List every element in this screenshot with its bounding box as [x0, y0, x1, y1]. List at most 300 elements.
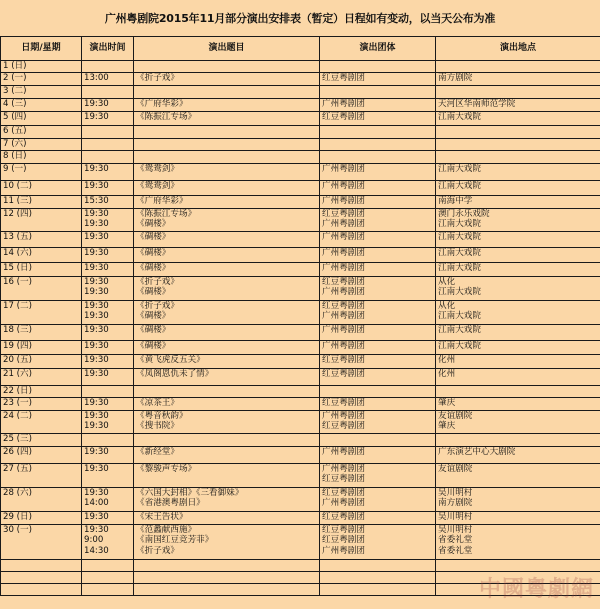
cell-date: 30 (一)	[1, 524, 82, 559]
cell-time-line: 19:30	[84, 340, 109, 351]
cell-time	[82, 583, 134, 595]
cell-troupe-line: 红豆粤剧团	[322, 397, 365, 408]
cell-troupe	[320, 98, 436, 111]
table-row	[1, 463, 600, 487]
cell-title-line: 《凤阁恩仇未了情》	[136, 368, 214, 379]
cell-time-line: 14:30	[84, 545, 109, 556]
cell-date: 11 (三)	[1, 195, 82, 208]
cell-troupe-line: 广州粤剧团	[322, 287, 365, 297]
cell-venue	[436, 111, 600, 125]
cell-title-line: 《碉楼》	[136, 262, 171, 273]
cell-time	[82, 446, 134, 463]
cell-troupe	[320, 231, 436, 247]
table-row	[1, 247, 600, 262]
cell-troupe-line: 广州粤剧团	[322, 231, 365, 242]
table-row	[1, 300, 600, 324]
cell-date: 23 (一)	[1, 397, 82, 410]
cell-troupe-line: 红豆粤剧团	[322, 208, 365, 219]
cell-title-line: 《陈振江专场》	[136, 208, 197, 219]
cell-venue-line: 肇庆	[438, 421, 456, 431]
cell-troupe	[320, 324, 436, 340]
cell-venue-line: 江南大戏院	[438, 111, 481, 122]
cell-troupe-line: 广州粤剧团	[322, 324, 365, 335]
cell-troupe	[320, 111, 436, 125]
cell-time-line: 19:30	[84, 324, 109, 335]
cell-venue-line: 南方剧院	[438, 72, 473, 83]
cell-date: 9 (一)	[1, 163, 82, 180]
cell-troupe	[320, 487, 436, 511]
cell-time	[82, 111, 134, 125]
cell-time	[82, 354, 134, 368]
cell-troupe-line: 红豆粤剧团	[322, 354, 365, 365]
cell-time	[82, 125, 134, 138]
cell-date: 25 (三)	[1, 433, 82, 446]
cell-venue	[436, 163, 600, 180]
cell-time-line: 19:30	[84, 410, 109, 421]
cell-venue-line: 友谊剧院	[438, 463, 473, 474]
cell-troupe-line: 广州粤剧团	[322, 340, 365, 351]
cell-time	[82, 231, 134, 247]
cell-time	[82, 433, 134, 446]
cell-title-line: 《折子戏》	[136, 545, 179, 556]
cell-troupe	[320, 61, 436, 73]
cell-date: 28 (六)	[1, 487, 82, 511]
cell-venue	[436, 85, 600, 98]
cell-date: 20 (五)	[1, 354, 82, 368]
cell-title-line: 《鸳鸯剑》	[136, 180, 179, 191]
cell-troupe-line: 广州粤剧团	[322, 163, 365, 174]
table-row	[1, 446, 600, 463]
cell-troupe	[320, 433, 436, 446]
cell-time	[82, 511, 134, 524]
cell-venue	[436, 300, 600, 324]
cell-troupe	[320, 524, 436, 559]
cell-title	[134, 276, 320, 300]
table-row	[1, 397, 600, 410]
cell-venue	[436, 511, 600, 524]
table-row	[1, 150, 600, 163]
table-row	[1, 180, 600, 195]
cell-venue	[436, 195, 600, 208]
cell-title	[134, 571, 320, 583]
cell-venue-line: 友谊剧院	[438, 410, 473, 421]
cell-date: 5 (四)	[1, 111, 82, 125]
cell-venue-line: 江南大戏院	[438, 311, 481, 321]
cell-troupe-line: 红豆粤剧团	[322, 111, 365, 122]
cell-title	[134, 111, 320, 125]
cell-venue	[436, 138, 600, 150]
cell-troupe	[320, 247, 436, 262]
cell-title	[134, 231, 320, 247]
cell-venue	[436, 410, 600, 433]
cell-venue-line: 化州	[438, 354, 456, 365]
cell-troupe-line: 广州粤剧团	[322, 545, 365, 556]
cell-time	[82, 150, 134, 163]
cell-title-line: 《折子戏》	[136, 300, 179, 311]
cell-title	[134, 385, 320, 397]
cell-troupe-line: 广州粤剧团	[322, 498, 365, 508]
cell-date: 26 (四)	[1, 446, 82, 463]
cell-title-line: 《宋王告状》	[136, 511, 188, 522]
cell-troupe	[320, 300, 436, 324]
cell-venue	[436, 487, 600, 511]
cell-venue	[436, 524, 600, 559]
cell-troupe-line: 广州粤剧团	[322, 262, 365, 273]
cell-title-line: 《六国大封相》《三看御妹》	[136, 487, 244, 498]
table-row	[1, 138, 600, 150]
cell-troupe-line: 广州粤剧团	[322, 195, 365, 206]
cell-troupe	[320, 85, 436, 98]
cell-venue	[436, 231, 600, 247]
cell-time	[82, 180, 134, 195]
cell-title	[134, 583, 320, 595]
cell-title-line: 《碉楼》	[136, 231, 171, 242]
table-row	[1, 324, 600, 340]
cell-troupe	[320, 276, 436, 300]
cell-time-line: 19:30	[84, 287, 109, 297]
cell-troupe	[320, 72, 436, 85]
table-row	[1, 111, 600, 125]
cell-title-line: 《折子戏》	[136, 72, 179, 83]
cell-troupe-line: 广州粤剧团	[322, 180, 365, 191]
cell-time-line: 19:30	[84, 354, 109, 365]
cell-title	[134, 397, 320, 410]
cell-time-line: 19:30	[84, 247, 109, 258]
cell-date: 2 (一)	[1, 72, 82, 85]
cell-title	[134, 559, 320, 571]
cell-time-line: 15:30	[84, 195, 109, 206]
cell-time-line: 19:30	[84, 446, 109, 457]
cell-troupe	[320, 511, 436, 524]
cell-title-line: 《新经堂》	[136, 446, 179, 457]
cell-troupe	[320, 262, 436, 276]
cell-troupe	[320, 163, 436, 180]
cell-title	[134, 368, 320, 385]
cell-venue	[436, 463, 600, 487]
cell-title	[134, 262, 320, 276]
cell-venue-line: 从化	[438, 276, 456, 287]
cell-date: 1 (日)	[1, 61, 82, 73]
table-row	[1, 410, 600, 433]
cell-title-line: 《折子戏》	[136, 276, 179, 287]
cell-time-line: 19:30	[84, 262, 109, 273]
table-row	[1, 125, 600, 138]
table-row	[1, 559, 600, 571]
cell-title-line: 《广府华彩》	[136, 98, 188, 109]
cell-venue	[436, 262, 600, 276]
cell-troupe-line: 红豆粤剧团	[322, 276, 365, 287]
cell-venue-line: 江南大戏院	[438, 247, 481, 258]
cell-time	[82, 487, 134, 511]
watermark-logo: 中國粵劇網	[478, 576, 594, 602]
cell-title	[134, 340, 320, 354]
cell-venue	[436, 559, 600, 571]
cell-title-line: 《碉楼》	[136, 311, 171, 321]
cell-troupe	[320, 180, 436, 195]
cell-venue	[436, 98, 600, 111]
cell-time	[82, 397, 134, 410]
cell-title	[134, 72, 320, 85]
cell-date: 16 (一)	[1, 276, 82, 300]
cell-venue-line: 江南大戏院	[438, 231, 481, 242]
table-row	[1, 487, 600, 511]
cell-title	[134, 354, 320, 368]
cell-troupe	[320, 150, 436, 163]
table-row	[1, 354, 600, 368]
cell-troupe	[320, 463, 436, 487]
cell-venue	[436, 433, 600, 446]
cell-venue-line: 江南大戏院	[438, 262, 481, 273]
cell-venue	[436, 61, 600, 73]
cell-title	[134, 524, 320, 559]
header-date: 日期/星期	[1, 37, 82, 61]
table-row	[1, 231, 600, 247]
cell-time	[82, 72, 134, 85]
cell-title	[134, 208, 320, 231]
cell-title-line: 《南国红豆竞芳菲》	[136, 535, 214, 545]
cell-troupe-line: 红豆粤剧团	[322, 511, 365, 522]
cell-venue-line: 江南大戏院	[438, 219, 481, 229]
cell-troupe-line: 广州粤剧团	[322, 446, 365, 457]
cell-time	[82, 276, 134, 300]
cell-time-line: 19:30	[84, 511, 109, 522]
cell-time	[82, 61, 134, 73]
cell-time	[82, 98, 134, 111]
cell-troupe-line: 广州粤剧团	[322, 219, 365, 229]
cell-time	[82, 138, 134, 150]
cell-troupe-line: 广州粤剧团	[322, 98, 365, 109]
cell-title-line: 《碉楼》	[136, 219, 171, 229]
cell-title	[134, 300, 320, 324]
cell-troupe-line: 红豆粤剧团	[322, 524, 365, 535]
cell-time	[82, 208, 134, 231]
cell-title	[134, 98, 320, 111]
cell-troupe	[320, 340, 436, 354]
cell-title	[134, 511, 320, 524]
cell-title-line: 《范蠡献西施》	[136, 524, 197, 535]
cell-time	[82, 410, 134, 433]
header-row	[1, 37, 600, 61]
cell-time	[82, 385, 134, 397]
cell-date: 18 (三)	[1, 324, 82, 340]
cell-troupe-line: 广州粤剧团	[322, 311, 365, 321]
cell-troupe	[320, 446, 436, 463]
cell-troupe	[320, 583, 436, 595]
cell-venue-line: 南海中学	[438, 195, 473, 206]
cell-time	[82, 463, 134, 487]
cell-time	[82, 300, 134, 324]
cell-time-line: 19:30	[84, 98, 109, 109]
cell-title	[134, 324, 320, 340]
cell-venue-line: 江南大戏院	[438, 324, 481, 335]
cell-title	[134, 125, 320, 138]
cell-venue	[436, 276, 600, 300]
cell-date: 17 (二)	[1, 300, 82, 324]
cell-title	[134, 180, 320, 195]
table-row	[1, 433, 600, 446]
cell-time	[82, 85, 134, 98]
cell-time-line: 19:30	[84, 219, 109, 229]
cell-time	[82, 247, 134, 262]
cell-title-line: 《黎骏声专场》	[136, 463, 197, 474]
cell-time-line: 19:30	[84, 368, 109, 379]
cell-time	[82, 163, 134, 180]
cell-title	[134, 487, 320, 511]
cell-venue-line: 江南大戏院	[438, 287, 481, 297]
cell-title-line: 《黄飞虎反五关》	[136, 354, 205, 365]
table-row	[1, 85, 600, 98]
header-time: 演出时间	[82, 37, 134, 61]
cell-time	[82, 368, 134, 385]
cell-title	[134, 463, 320, 487]
schedule-body	[1, 61, 600, 596]
cell-venue-line: 江南大戏院	[438, 180, 481, 191]
cell-venue-line: 肇庆	[438, 397, 456, 408]
cell-time-line: 19:30	[84, 311, 109, 321]
table-row	[1, 511, 600, 524]
cell-title-line: 《凉茶王》	[136, 397, 179, 408]
cell-venue	[436, 354, 600, 368]
cell-troupe	[320, 368, 436, 385]
cell-venue-line: 省委礼堂	[438, 535, 473, 545]
cell-date: 3 (二)	[1, 85, 82, 98]
header-troupe: 演出团体	[320, 37, 436, 61]
cell-venue-line: 广东演艺中心大剧院	[438, 446, 516, 457]
cell-troupe	[320, 354, 436, 368]
cell-title	[134, 247, 320, 262]
cell-title	[134, 446, 320, 463]
cell-date: 22 (日)	[1, 385, 82, 397]
cell-troupe-line: 红豆粤剧团	[322, 421, 365, 431]
cell-venue	[436, 72, 600, 85]
cell-time	[82, 571, 134, 583]
table-row	[1, 61, 600, 73]
cell-troupe-line: 红豆粤剧团	[322, 368, 365, 379]
cell-date: 12 (四)	[1, 208, 82, 231]
cell-date: 8 (日)	[1, 150, 82, 163]
cell-title	[134, 410, 320, 433]
cell-title-line: 《粤音秋韵》	[136, 410, 188, 421]
cell-time-line: 19:30	[84, 231, 109, 242]
cell-time-line: 19:30	[84, 421, 109, 431]
table-row	[1, 368, 600, 385]
cell-time	[82, 262, 134, 276]
table-row	[1, 98, 600, 111]
cell-time-line: 19:30	[84, 276, 109, 287]
table-row	[1, 195, 600, 208]
cell-time	[82, 340, 134, 354]
cell-title	[134, 433, 320, 446]
cell-title-line: 《广府华彩》	[136, 195, 188, 206]
cell-time-line: 19:30	[84, 463, 109, 474]
cell-date	[1, 571, 82, 583]
cell-title	[134, 85, 320, 98]
cell-date: 10 (二)	[1, 180, 82, 195]
cell-time-line: 19:30	[84, 487, 109, 498]
cell-time-line: 19:30	[84, 163, 109, 174]
cell-time-line: 19:30	[84, 180, 109, 191]
cell-title-line: 《碉楼》	[136, 340, 171, 351]
cell-troupe	[320, 125, 436, 138]
cell-troupe-line: 红豆粤剧团	[322, 72, 365, 83]
header-venue: 演出地点	[436, 37, 600, 61]
table-row	[1, 340, 600, 354]
cell-date: 21 (六)	[1, 368, 82, 385]
table-row	[1, 385, 600, 397]
cell-venue-line: 吴川明村	[438, 524, 473, 535]
cell-troupe	[320, 195, 436, 208]
schedule-title: 广州粤剧院2015年11月部分演出安排表（暂定）日程如有变动，以当天公布为准	[104, 12, 496, 25]
cell-venue-line: 江南大戏院	[438, 163, 481, 174]
cell-venue-line: 省委礼堂	[438, 545, 473, 556]
cell-time-line: 19:30	[84, 111, 109, 122]
cell-venue-line: 南方剧院	[438, 498, 473, 508]
cell-venue	[436, 385, 600, 397]
cell-venue	[436, 340, 600, 354]
cell-venue-line: 吴川明村	[438, 511, 473, 522]
cell-venue	[436, 368, 600, 385]
cell-title-line: 《陈振江专场》	[136, 111, 197, 122]
cell-venue	[436, 125, 600, 138]
table-row	[1, 524, 600, 559]
cell-time	[82, 324, 134, 340]
cell-date: 24 (二)	[1, 410, 82, 433]
cell-venue-line: 天河区华南师范学院	[438, 98, 516, 109]
cell-troupe	[320, 410, 436, 433]
cell-date: 4 (三)	[1, 98, 82, 111]
cell-date	[1, 583, 82, 595]
cell-title-line: 《碉楼》	[136, 247, 171, 258]
table-row	[1, 276, 600, 300]
cell-venue	[436, 397, 600, 410]
cell-venue-line: 吴川明村	[438, 487, 473, 498]
cell-troupe	[320, 559, 436, 571]
header-title: 演出题目	[134, 37, 320, 61]
cell-title	[134, 163, 320, 180]
cell-date: 19 (四)	[1, 340, 82, 354]
cell-date: 6 (五)	[1, 125, 82, 138]
cell-title	[134, 61, 320, 73]
cell-date	[1, 559, 82, 571]
cell-date: 15 (日)	[1, 262, 82, 276]
cell-venue	[436, 247, 600, 262]
cell-time-line: 19:30	[84, 208, 109, 219]
cell-time	[82, 559, 134, 571]
cell-title-line: 《鸳鸯剑》	[136, 163, 179, 174]
table-row	[1, 72, 600, 85]
table-row	[1, 208, 600, 231]
cell-time-line: 19:30	[84, 524, 109, 535]
cell-venue	[436, 150, 600, 163]
cell-date: 29 (日)	[1, 511, 82, 524]
cell-venue-line: 化州	[438, 368, 456, 379]
cell-troupe-line: 广州粤剧团	[322, 463, 365, 474]
cell-date: 27 (五)	[1, 463, 82, 487]
cell-venue-line: 江南大戏院	[438, 340, 481, 351]
cell-title-line: 《碉楼》	[136, 287, 171, 297]
cell-time	[82, 524, 134, 559]
cell-title-line: 《搜书院》	[136, 421, 179, 431]
cell-venue-line: 从化	[438, 300, 456, 311]
table-row	[1, 262, 600, 276]
cell-troupe	[320, 397, 436, 410]
cell-troupe-line: 广州粤剧团	[322, 247, 365, 258]
cell-troupe-line: 广州粤剧团	[322, 410, 365, 421]
cell-title	[134, 150, 320, 163]
cell-venue	[436, 208, 600, 231]
cell-date: 13 (五)	[1, 231, 82, 247]
cell-title-line: 《碉楼》	[136, 324, 171, 335]
